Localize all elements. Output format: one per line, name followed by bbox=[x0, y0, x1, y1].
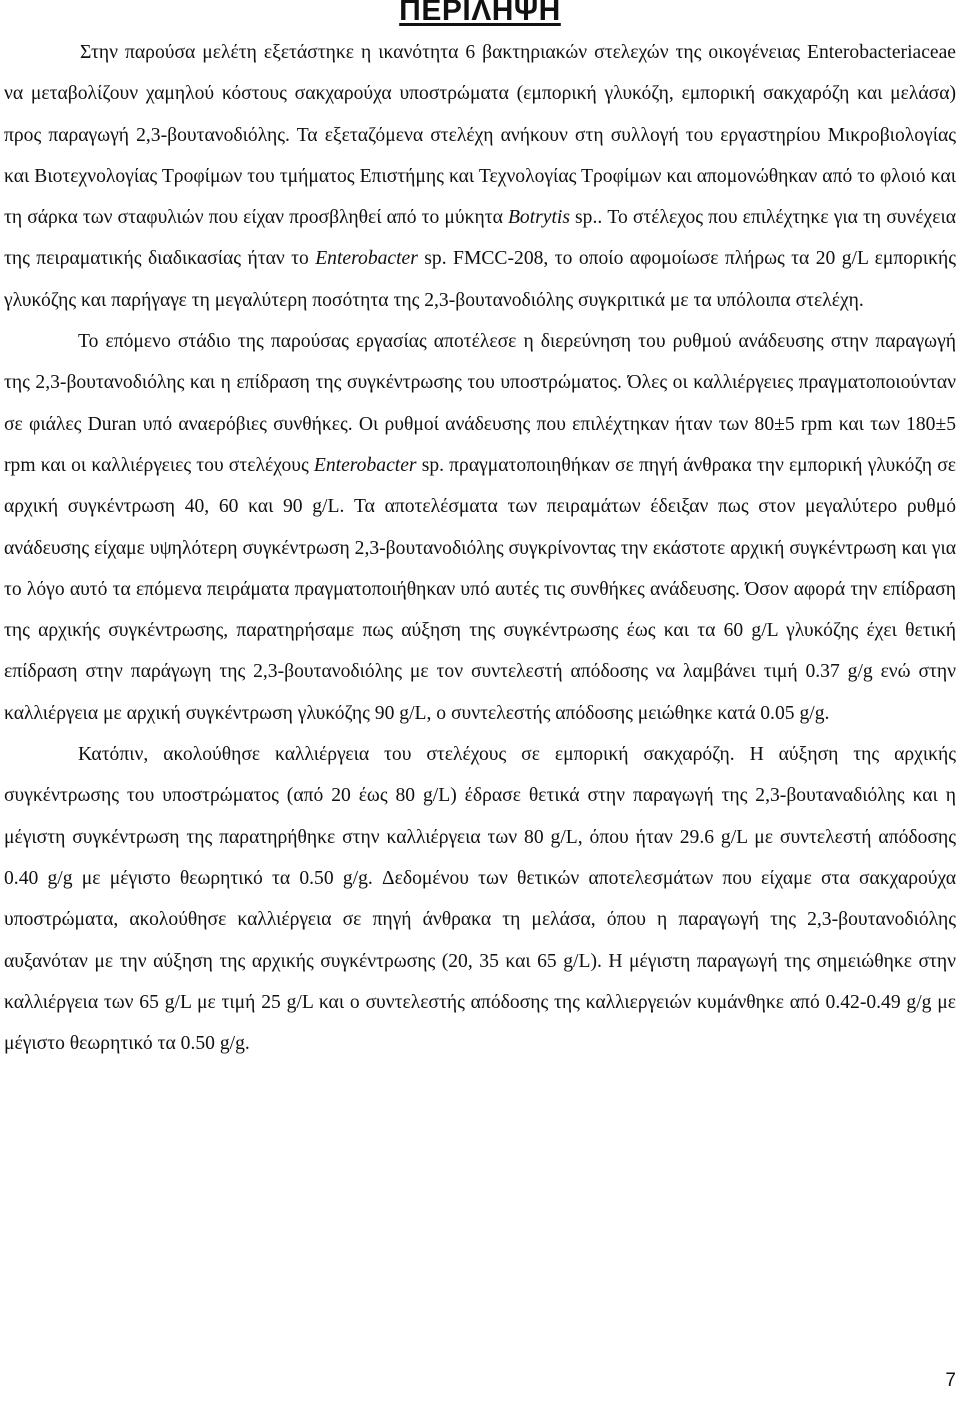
page-title: ΠΕΡΙΛΗΨΗ bbox=[399, 0, 561, 27]
abstract-paragraph-1 bbox=[4, 32, 956, 321]
text-run: Στην παρούσα μελέτη εξετάστηκε η ικανότητα 6 βακτηριακών στελεχών της οικογένειας Enterobacteriaceae να μεταβολίζουν χαμηλού κόστους σακχαρούχα υποστρώματα (εμπορική γλυκόζη, εμπορική σακχαρόζη και μελάσα) προς παραγωγή 2,3-βουτανοδιόλης. Τα εξεταζόμενα στελέχη ανήκουν στη συλλογή του εργαστηρίου Μικροβιολογίας και Βιοτεχνολογίας Τροφίμων του τμήματος Επιστήμης και Τεχνολογίας Τροφίμων και απομονώθηκαν από το φλοιό και τη σάρκα των σταφυλιών που είχαν προσβληθεί από το μύκητα bbox=[4, 42, 956, 229]
abstract-paragraph-3 bbox=[4, 734, 956, 1064]
text-run: Κατόπιν, ακολούθησε καλλιέργεια του στελέχους σε εμπορική σακχαρόζη. Η αύξηση της αρχικής συγκέντρωσης του υποστρώματος (από 20 έως 80 g/L) έδρασε θετικά στην παραγωγή της 2,3-βουταναδιόλης και η μέγιστη συγκέντρωση της παρατηρήθηκε στην καλλιέργεια των 80 g/L, όπου ήταν 29.6 g/L με συντελεστή απόδοσης 0.40 g/g με μέγιστο θεωρητικό τα 0.50 g/g. Δεδομένου των θετικών αποτελεσμάτων που είχαμε στα σακχαρούχα υποστρώματα, ακολούθησε καλλιέργεια σε πηγή άνθρακα τη μελάσα, όπου η παραγωγή της 2,3-βουτανοδιόλης αυξανόταν με την αύξηση της αρχικής συγκέντρωσης (20, 35 και 65 g/L). Η μέγιστη παραγωγή της σημειώθηκε στην καλλιέργεια των 65 g/L με τιμή 25 g/L και ο συντελεστής απόδοσης της καλλιεργειών κυμάνθηκε από 0.42-0.49 g/g με μέγιστο θεωρητικό τα 0.50 g/g. bbox=[4, 744, 956, 1055]
italic-term: Botrytis bbox=[507, 207, 570, 229]
text-run: Το επόμενο στάδιο της παρούσας εργασίας αποτέλεσε η διερεύνηση του ρυθμού ανάδευσης στην παραγωγή της 2,3-βουτανοδιόλης και η επίδραση της συγκέντρωσης του υποστρώματος. Όλες οι καλλιέργειες πραγματοποιούνταν σε φιάλες Duran υπό αναερόβιες συνθήκες. Οι ρυθμοί ανάδευσης που επιλέχτηκαν ήταν των 80±5 rpm και των 180±5 rpm και οι καλλιέργειες του στελέχους bbox=[4, 331, 956, 476]
abstract-paragraph-2 bbox=[4, 321, 956, 734]
text-run: sp.. Το στέλεχος που επιλέχτηκε για τη συνέχεια της πειραματικής διαδικασίας ήταν το bbox=[4, 207, 957, 270]
italic-term: Enterobacter bbox=[313, 454, 417, 476]
italic-term: Enterobacter bbox=[315, 248, 418, 270]
abstract-body bbox=[4, 32, 956, 1064]
text-run: sp. FMCC-208, το οποίο αφομοίωσε πλήρως τα 20 g/L εμπορικής γλυκόζης και παρήγαγε τη μεγαλύτερη ποσότητα της 2,3-βουτανοδιόλης συγκριτικά με τα υπόλοιπα στελέχη. bbox=[4, 248, 956, 311]
text-run: sp. πραγματοποιηθήκαν σε πηγή άνθρακα την εμπορική γλυκόζη σε αρχική συγκέντρωση 40, 60 και 90 g/L. Τα αποτελέσματα των πειραμάτων έδειξαν πως στον μεγαλύτερο ρυθμό ανάδευσης είχαμε υψηλότερη συγκέντρωση 2,3-βουτανοδιόλης συγκρίνοντας την εκάστοτε αρχική συγκέντρωση και για το λόγο αυτό τα επόμενα πειράματα πραγματοποιήθηκαν υπό αυτές τις συνθήκες ανάδευσης. Όσον αφορά την επίδραση της αρχικής συγκέντρωσης, παρατηρήσαμε πως αύξηση της συγκέντρωσης έως και τα 60 g/L γλυκόζης έχει θετική επίδραση στην παράγωγη της 2,3-βουτανοδιόλης με τον συντελεστή απόδοσης να λαμβάνει τιμή 0.37 g/g ενώ στην καλλιέργεια με αρχική συγκέντρωση γλυκόζης 90 g/L, ο συντελεστής απόδοσης μειώθηκε κατά 0.05 g/g. bbox=[4, 454, 956, 724]
page-number: 7 bbox=[945, 1370, 956, 1391]
